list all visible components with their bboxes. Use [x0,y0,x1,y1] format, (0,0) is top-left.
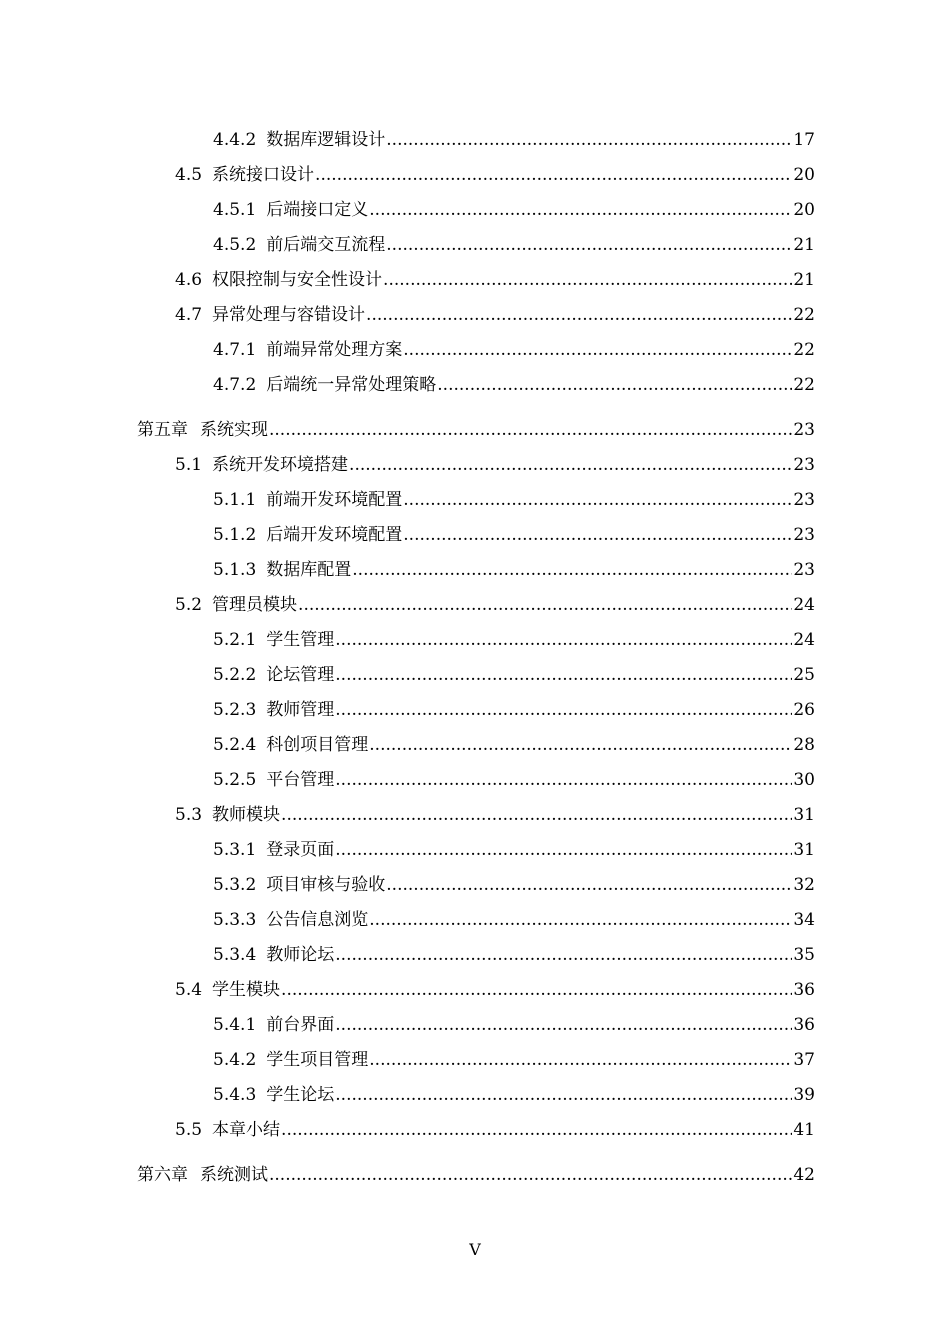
toc-entry-page: 37 [793,1050,815,1070]
toc-dot-leader [335,944,792,966]
toc-entry[interactable] [213,1049,815,1071]
toc-dot-leader [386,874,792,896]
toc-dot-leader [369,1049,792,1071]
toc-entry-number: 4.4.2 [213,130,257,150]
toc-entry[interactable] [213,734,815,756]
toc-entry-page: 24 [793,595,815,615]
toc-entry[interactable] [175,804,815,826]
toc-entry-title: 数据库逻辑设计 [266,130,386,150]
toc-entry-title: 系统接口设计 [212,165,315,185]
toc-entry-title: 本章小结 [212,1120,281,1140]
toc-dot-leader [335,769,792,791]
toc-entry-title: 公告信息浏览 [266,910,369,930]
toc-entry-title: 后端开发环境配置 [266,525,403,545]
toc-entry-page: 28 [793,735,815,755]
toc-entry-page: 22 [793,305,815,325]
toc-entry-page: 34 [793,910,815,930]
toc-entry-page: 36 [793,1015,815,1035]
toc-entry-title: 平台管理 [266,770,335,790]
toc-entry-page: 42 [793,1165,815,1185]
toc-entry-number: 4.5 [175,165,203,185]
toc-entry[interactable] [213,199,815,221]
toc-entry-title: 管理员模块 [212,595,298,615]
toc-entry-number: 5.2.5 [213,770,257,790]
toc-entry[interactable] [213,944,815,966]
toc-entry-number: 4.7.2 [213,375,257,395]
toc-entry-number: 5.1.3 [213,560,257,580]
toc-entry-page: 26 [793,700,815,720]
toc-entry-title: 学生模块 [212,980,281,1000]
toc-entry-title: 科创项目管理 [266,735,369,755]
toc-dot-leader [281,979,792,1001]
toc-entry-title: 系统实现 [200,420,268,440]
toc-entry-page: 32 [793,875,815,895]
toc-entry-number: 5.2.2 [213,665,257,685]
toc-dot-leader [281,804,792,826]
toc-entry-page: 21 [793,235,815,255]
toc-dot-leader [403,524,792,546]
toc-entry[interactable] [213,699,815,721]
toc-entry[interactable] [213,664,815,686]
toc-entry-title: 后端统一异常处理策略 [266,375,437,395]
toc-entry-page: 36 [793,980,815,1000]
toc-entry-title: 后端接口定义 [266,200,369,220]
toc-entry-number: 5.2.3 [213,700,257,720]
toc-entry[interactable] [213,524,815,546]
toc-dot-leader [335,1014,792,1036]
toc-entry-number: 5.3.2 [213,875,257,895]
toc-entry-number: 5.1.2 [213,525,257,545]
toc-entry-title: 数据库配置 [266,560,352,580]
toc-entry-number: 5.3.3 [213,910,257,930]
toc-entry-page: 23 [793,525,815,545]
toc-entry-number: 5.3 [175,805,203,825]
toc-entry-number: 4.7.1 [213,340,257,360]
toc-entry-page: 20 [793,200,815,220]
toc-entry-page: 17 [793,130,815,150]
toc-entry-title: 权限控制与安全性设计 [212,270,383,290]
toc-entry-number: 5.2.4 [213,735,257,755]
toc-entry-title: 异常处理与容错设计 [212,305,366,325]
toc-entry-page: 22 [793,375,815,395]
toc-entry-title: 教师模块 [212,805,281,825]
toc-entry-title: 前台界面 [266,1015,335,1035]
toc-entry-number: 5.1.1 [213,490,257,510]
toc-entry-title: 学生论坛 [266,1085,335,1105]
toc-entry[interactable] [175,164,815,186]
toc-entry-title: 前端开发环境配置 [266,490,403,510]
toc-entry[interactable] [175,1119,815,1141]
toc-entry-page: 20 [793,165,815,185]
toc-entry[interactable] [213,839,815,861]
toc-dot-leader [369,734,792,756]
toc-entry-number: 5.5 [175,1120,203,1140]
toc-entry-number: 第五章 [137,420,188,440]
toc-entry[interactable] [213,629,815,651]
toc-dot-leader [335,839,792,861]
toc-entry-number: 第六章 [137,1165,188,1185]
toc-dot-leader [352,559,792,581]
toc-dot-leader [335,664,792,686]
toc-entry-page: 23 [793,490,815,510]
toc-entry[interactable] [175,594,815,616]
toc-dot-leader [386,234,792,256]
toc-entry-page: 23 [793,560,815,580]
toc-entry-number: 5.4.1 [213,1015,257,1035]
toc-entry-number: 5.4 [175,980,203,1000]
toc-entry[interactable] [213,769,815,791]
toc-dot-leader [437,374,792,396]
toc-entry[interactable] [213,129,815,151]
toc-entry-page: 31 [793,805,815,825]
toc-entry[interactable] [175,269,815,291]
toc-entry-page: 23 [793,420,815,440]
toc-entry-number: 5.4.3 [213,1085,257,1105]
toc-entry-number: 4.5.2 [213,235,257,255]
toc-entry[interactable] [175,979,815,1001]
toc-entry[interactable] [213,339,815,361]
toc-entry[interactable] [175,304,815,326]
toc-dot-leader [403,489,792,511]
toc-dot-leader [298,594,792,616]
toc-dot-leader [369,199,792,221]
toc-entry-title: 学生项目管理 [266,1050,369,1070]
toc-dot-leader [269,1164,792,1186]
toc-entry-number: 5.3.4 [213,945,257,965]
toc-dot-leader [269,419,792,441]
toc-entry-title: 学生管理 [266,630,335,650]
toc-entry-page: 24 [793,630,815,650]
toc-entry-title: 前后端交互流程 [266,235,386,255]
toc-entry-number: 4.6 [175,270,203,290]
toc-entry[interactable] [213,874,815,896]
toc-entry[interactable] [213,1084,815,1106]
toc-entry[interactable] [213,489,815,511]
toc-entry[interactable] [213,909,815,931]
toc-entry-title: 项目审核与验收 [266,875,386,895]
toc-entry-number: 5.2 [175,595,203,615]
toc-entry-page: 25 [793,665,815,685]
toc-entry-page: 39 [793,1085,815,1105]
toc-dot-leader [403,339,792,361]
toc-dot-leader [366,304,792,326]
toc-dot-leader [335,629,792,651]
toc-entry-number: 5.1 [175,455,203,475]
toc-entry[interactable] [213,1014,815,1036]
toc-entry-number: 5.3.1 [213,840,257,860]
toc-dot-leader [386,129,792,151]
toc-entry-page: 21 [793,270,815,290]
toc-chapter-entry[interactable] [137,419,815,441]
toc-entry-page: 41 [793,1120,815,1140]
toc-dot-leader [349,454,792,476]
toc-entry-number: 4.7 [175,305,203,325]
toc-entry-title: 登录页面 [266,840,335,860]
toc-entry-title: 教师论坛 [266,945,335,965]
toc-entry-page: 23 [793,455,815,475]
toc-dot-leader [335,699,792,721]
toc-entry-number: 5.2.1 [213,630,257,650]
toc-entry[interactable] [213,559,815,581]
toc-entry-title: 系统开发环境搭建 [212,455,349,475]
toc-entry[interactable] [213,234,815,256]
page-number: V [469,1240,481,1259]
toc-dot-leader [281,1119,792,1141]
toc-entry-number: 5.4.2 [213,1050,257,1070]
toc-dot-leader [335,1084,792,1106]
toc-chapter-entry[interactable] [137,1164,815,1186]
toc-entry-title: 前端异常处理方案 [266,340,403,360]
toc-entry-page: 22 [793,340,815,360]
toc-entry-number: 4.5.1 [213,200,257,220]
toc-entry-title: 教师管理 [266,700,335,720]
toc-entry-title: 论坛管理 [266,665,335,685]
toc-entry[interactable] [213,374,815,396]
toc-dot-leader [369,909,792,931]
toc-entry-page: 30 [793,770,815,790]
toc-entry[interactable] [175,454,815,476]
toc-entry-title: 系统测试 [200,1165,268,1185]
toc-entry-page: 31 [793,840,815,860]
toc-dot-leader [315,164,792,186]
toc-entry-page: 35 [793,945,815,965]
toc-dot-leader [383,269,792,291]
